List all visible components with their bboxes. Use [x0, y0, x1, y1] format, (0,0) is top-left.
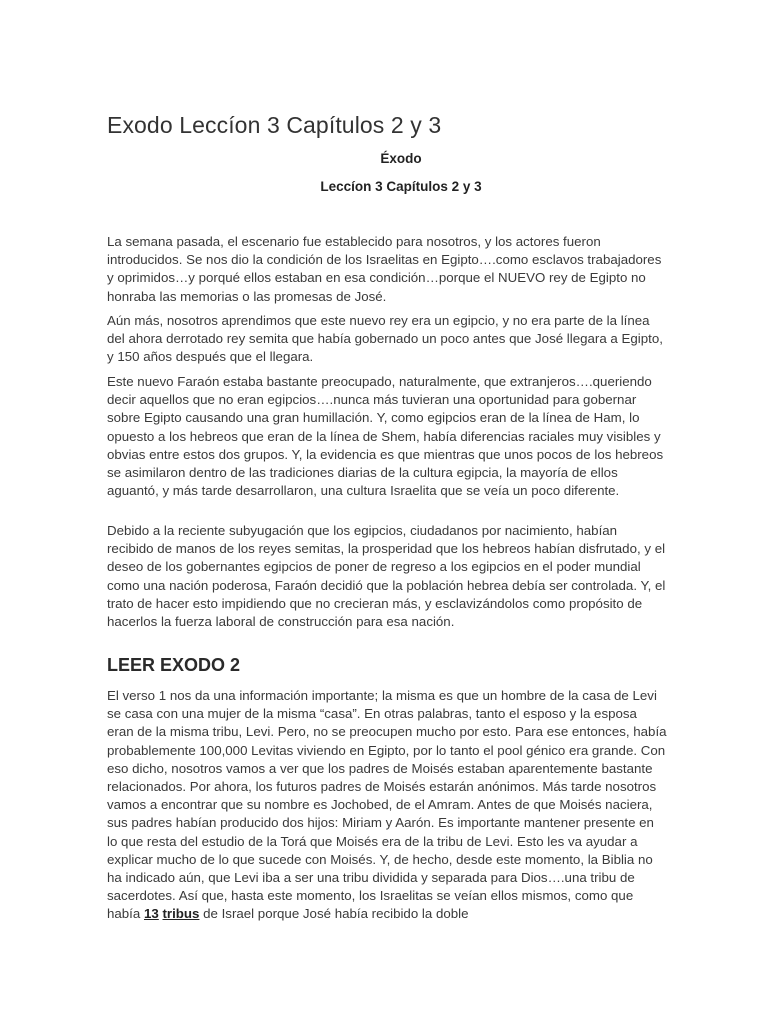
link-13[interactable]: 13 [143, 906, 159, 922]
paragraph-3: Este nuevo Faraón estaba bastante preocupado, naturalmente, que extranjeros….queriendo decir aquellos que no eran egipcios….nunca más tuvieran una oportunidad para gobernar sobre Egipto causando una gran humillación. Y, como egipcios eran de la línea de Ham, lo opuesto a los hebreos que eran de la línea de Shem, había diferencias raciales muy visibles y obvias entre estos dos grupos. Y, la evidencia es que mientras que unos pocos de los hebreos se asimilaron dentro de las tradiciones diarias de la cultura egipcia, la mayoría de ellos aguantó, y más tarde desarrollaron, una cultura Israelita que se veía un poco diferente. [107, 374, 664, 499]
link-tribus[interactable]: tribus [162, 906, 200, 922]
paragraph-5 [107, 687, 667, 924]
paragraph-4: Debido a la reciente subyugación que los egipcios, ciudadanos por nacimiento, habían recibido de manos de los reyes semitas, la prosperidad que los hebreos habían disfrutado, y el deseo de los gobernantes egipcios de poner de regreso a los egipcios en el poder mundial como una nación poderosa, Faraón decidió que la población hebrea debía ser controlada. Y, el trato de hacer esto impidiendo que no crecieran más, y esclavizándolos como propósito de hacerlos la fuerza laboral de construcción para esa nación. [107, 523, 666, 630]
book-subtitle: Éxodo [380, 151, 422, 166]
paragraph-2: Aún más, nosotros aprendimos que este nuevo rey era un egipcio, y no era parte de la línea del ahora derrotado rey semita que había gobernado un poco antes que José llegara a Egipto, y 150 años después que el llegara. [107, 313, 663, 365]
lesson-subtitle: Leccíon 3 Capítulos 2 y 3 [320, 179, 482, 194]
paragraph-5-text-before-link: El verso 1 nos da una información importante; la misma es que un hombre de la casa de Levi se casa con una mujer de la misma “casa”. En otras palabras, tanto el esposo y la esposa eran de la misma tribu, Levi. Pero, no se preocupen mucho por esto. Para ese entonces, había probablemente 100,000 Levitas viviendo en Egipto, por lo tanto el pool génico era grande. Con eso dicho, nosotros vamos a ver que los padres de Moisés estaban aparentemente bastante relacionados. Por ahora, los futuros padres de Moisés estarán anónimos. Más tarde nosotros vamos a encontrar que su nombre es Jochobed, de el Amram. Antes de que Moisés naciera, sus padres habían producido dos hijos: Miriam y Aarón. Es importante mantener presente en lo que resta del estudio de la Torá que Moisés era de la tribu de Levi. Esto les va ayudar a explicar mucho de lo que sucede con Moisés. Y, de hecho, desde este momento, la Biblia no ha indicado aún, que Levi iba a ser una tribu dividida y separada para Dios….una tribu de sacerdotes. Así que, hasta este momento, los Israelitas se veían ellos mismos, como que había [107, 688, 667, 922]
page-title: Exodo Leccíon 3 Capítulos 2 y 3 [107, 112, 442, 138]
paragraph-5-text-after-link: de Israel porque José había recibido la doble [199, 906, 469, 922]
paragraph-1: La semana pasada, el escenario fue establecido para nosotros, y los actores fueron introducidos. Se nos dio la condición de los Israelitas en Egipto….como esclavos trabajadores y oprimidos…y porqué ellos estaban en esa condición…porque el NUEVO rey de Egipto no honraba las memorias o las promesas de José. [107, 234, 662, 304]
section-heading: LEER EXODO 2 [107, 655, 241, 675]
